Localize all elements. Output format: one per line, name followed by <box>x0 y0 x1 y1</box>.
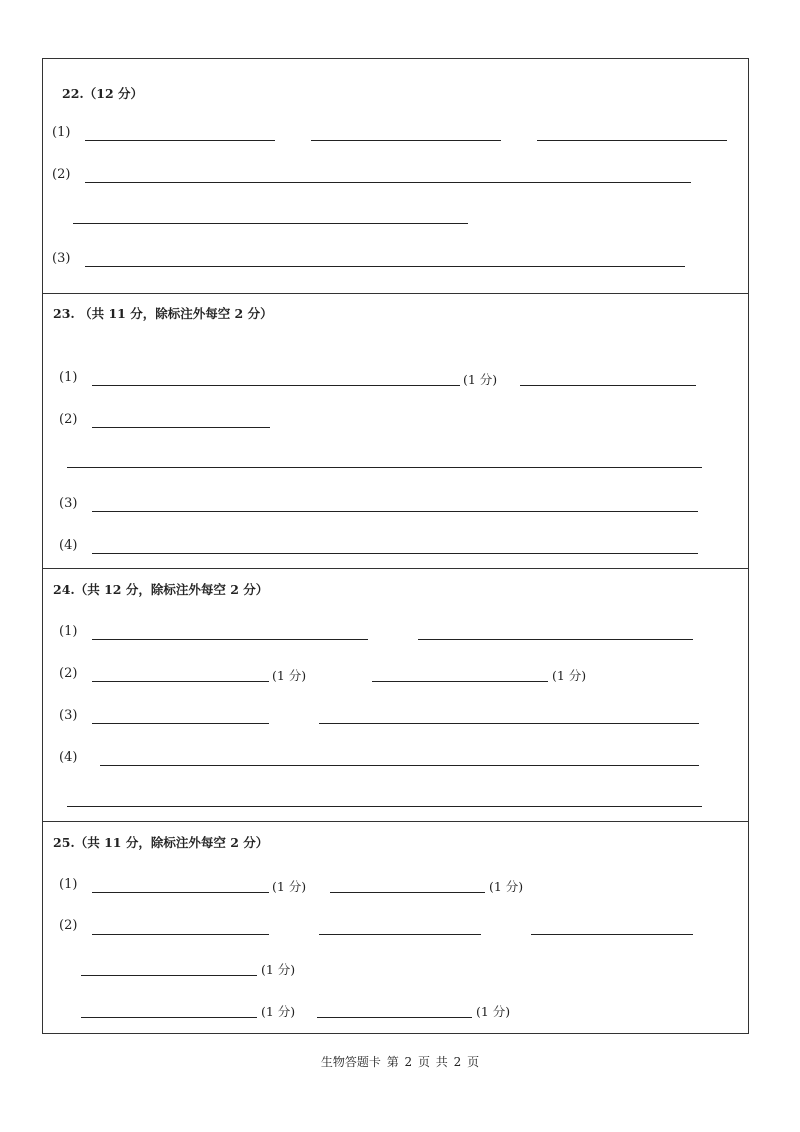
q24-2-points-a: (1 分) <box>272 668 307 683</box>
q24-4-blank-a[interactable] <box>100 765 699 766</box>
q22-2-blank-a[interactable] <box>85 182 691 183</box>
q24-part2-label: (2) <box>59 666 78 681</box>
q25-2-points-c: (1 分) <box>476 1004 511 1019</box>
q24-2-points-b: (1 分) <box>552 668 587 683</box>
q24-part4-label: (4) <box>59 750 78 765</box>
q24-1-blank-b[interactable] <box>418 639 693 640</box>
q24-2-blank-a[interactable] <box>92 681 269 682</box>
q25-part1-label: (1) <box>59 877 78 892</box>
q25-2-points-b: (1 分) <box>261 1004 296 1019</box>
q25-1-points-a: (1 分) <box>272 879 307 894</box>
q24-3-blank-a[interactable] <box>92 723 269 724</box>
q23-part4-label: (4) <box>59 538 78 553</box>
q23-part2-label: (2) <box>59 412 78 427</box>
page-footer: 生物答题卡 第 2 页 共 2 页 <box>320 1055 480 1069</box>
q23-part1-label: (1) <box>59 370 78 385</box>
q23-part3-label: (3) <box>59 496 78 511</box>
q24-2-blank-b[interactable] <box>372 681 548 682</box>
q22-part3-label: (3) <box>52 251 71 266</box>
q22-part2-label: (2) <box>52 167 71 182</box>
section-divider <box>42 293 749 294</box>
q23-1-points: (1 分) <box>463 372 498 387</box>
q25-2-blank-a[interactable] <box>92 934 269 935</box>
q24-heading: 24.（共 12 分，除标注外每空 2 分） <box>53 582 269 597</box>
q25-1-blank-b[interactable] <box>330 892 485 893</box>
q24-4-blank-b[interactable] <box>67 806 702 807</box>
q22-2-blank-b[interactable] <box>73 223 468 224</box>
q25-2-blank-f[interactable] <box>317 1017 472 1018</box>
q22-heading: 22.（12 分） <box>62 86 143 101</box>
q25-heading: 25.（共 11 分，除标注外每空 2 分） <box>53 835 269 850</box>
q24-3-blank-b[interactable] <box>319 723 699 724</box>
q23-1-blank-a[interactable] <box>92 385 460 386</box>
q23-3-blank[interactable] <box>92 511 698 512</box>
section-divider <box>42 568 749 569</box>
q24-1-blank-a[interactable] <box>92 639 368 640</box>
q25-2-blank-c[interactable] <box>531 934 693 935</box>
q24-part3-label: (3) <box>59 708 78 723</box>
q22-1-blank-b[interactable] <box>311 140 501 141</box>
q25-1-points-b: (1 分) <box>489 879 524 894</box>
q23-4-blank[interactable] <box>92 553 698 554</box>
q25-1-blank-a[interactable] <box>92 892 269 893</box>
section-divider <box>42 821 749 822</box>
q25-2-blank-d[interactable] <box>81 975 257 976</box>
q22-1-blank-c[interactable] <box>537 140 727 141</box>
q23-1-blank-b[interactable] <box>520 385 696 386</box>
q22-1-blank-a[interactable] <box>85 140 275 141</box>
answer-sheet-frame <box>42 58 749 1034</box>
q25-part2-label: (2) <box>59 918 78 933</box>
q25-2-blank-b[interactable] <box>319 934 481 935</box>
q23-2-blank-b[interactable] <box>67 467 702 468</box>
q25-2-blank-e[interactable] <box>81 1017 257 1018</box>
q23-2-blank-a[interactable] <box>92 427 270 428</box>
q22-part1-label: (1) <box>52 125 71 140</box>
q22-3-blank[interactable] <box>85 266 685 267</box>
q24-part1-label: (1) <box>59 624 78 639</box>
q23-heading: 23. （共 11 分，除标注外每空 2 分） <box>53 306 273 321</box>
q25-2-points-a: (1 分) <box>261 962 296 977</box>
